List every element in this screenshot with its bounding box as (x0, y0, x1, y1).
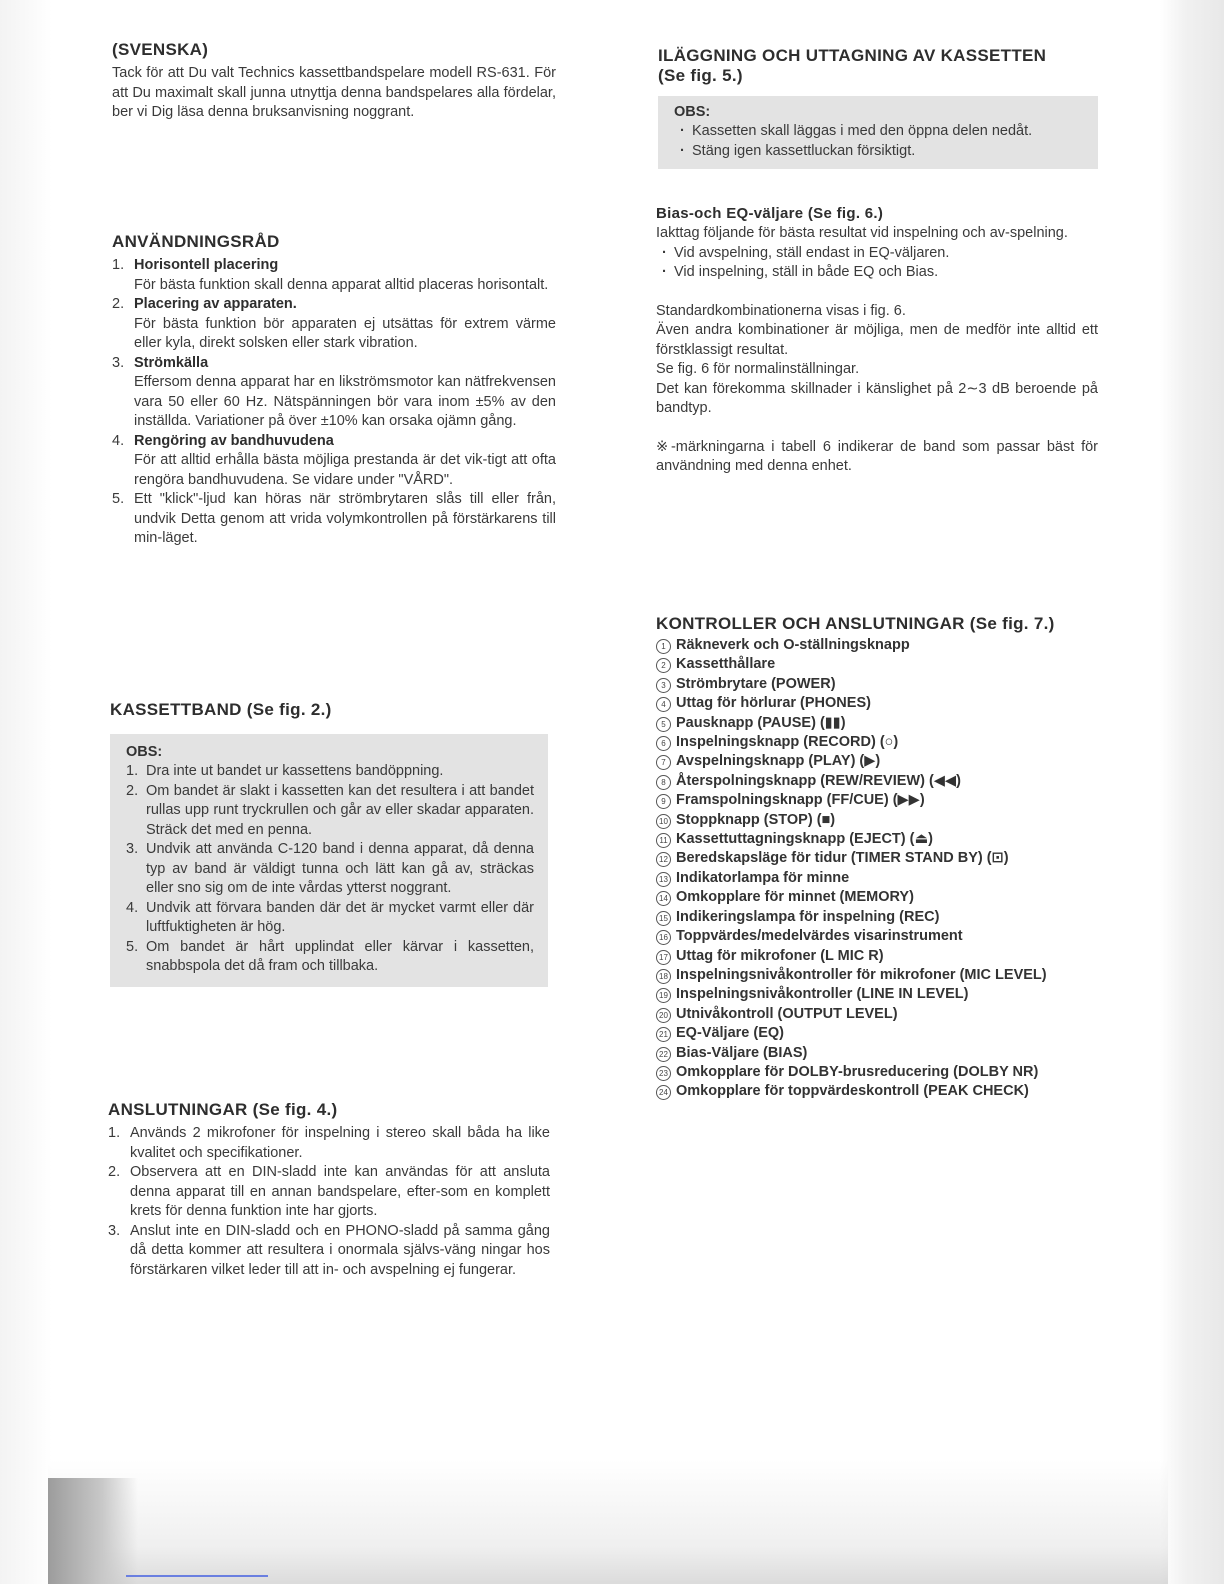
item-number: 5. (126, 938, 139, 955)
item-text: Toppvärdes/medelvärdes visarinstrument (676, 928, 963, 945)
item-title: Strömkälla (134, 354, 209, 371)
obs-title: OBS: (126, 744, 163, 760)
item-text: Framspolningsknapp (FF/CUE) (▶▶) (676, 792, 925, 809)
item-text: Används 2 mikrofoner för inspelning i stereo skall båda ha like kvalitet och specifikationer. (130, 1125, 550, 1161)
circled-number: 18 (656, 969, 671, 984)
circled-number: 8 (656, 775, 671, 790)
item-number: 4. (112, 432, 125, 449)
list-item (126, 938, 534, 977)
circled-number: 6 (656, 736, 671, 751)
list-item (656, 1082, 1100, 1101)
list-item (656, 636, 1100, 655)
item-text: Avspelningsknapp (PLAY) (▶) (676, 753, 881, 770)
circled-number: 4 (656, 697, 671, 712)
circled-number: 23 (656, 1066, 671, 1081)
item-text: Ett "klick"-ljud kan höras när strömbrytaren slås till eller från, undvik Detta genom att vrida volymkontrollen på förstärkarens till min-läget. (134, 491, 556, 546)
list-item (656, 655, 1100, 674)
bias-intro: Iakttag följande för bästa resultat vid inspelning och av-spelning. (656, 225, 1068, 241)
circled-number: 12 (656, 852, 671, 867)
list-item (656, 849, 1100, 868)
list-item (656, 791, 1100, 810)
bias-para3: Se fig. 6 för normalinställningar. (656, 361, 860, 377)
circled-number: 1 (656, 639, 671, 654)
item-number: 1. (108, 1125, 121, 1141)
list-item (112, 295, 556, 354)
item-text: Omkopplare för DOLBY-brusreducering (DOLBY NR) (676, 1063, 1039, 1080)
item-text: Inspelningsknapp (RECORD) (○) (676, 734, 899, 751)
item-number: 4. (126, 899, 139, 916)
insert-obs-list (674, 122, 1084, 161)
item-text: Undvik att använda C-120 band i denna apparat, då denna typ av band är väldigt tunna och lätt kan gå av, sträckas eller sno sig om de inte vårdas ytterst noggrant. (146, 841, 534, 896)
list-item (656, 966, 1100, 985)
item-text: Om bandet är hårt upplindat eller kärvar i kassetten, snabbspola det då fram och tillbaka. (146, 938, 534, 974)
bias-heading: Bias-och EQ-väljare (Se fig. 6.) (656, 205, 884, 222)
usage-section (112, 232, 556, 549)
intro-text: Tack för att Du valt Technics kassettbandspelare modell RS-631. För att Du maximalt skall junna utnyttja denna bandspelares alla fördelar, ber vi Dig läsa denna bruksanvisning noggrant. (112, 65, 556, 120)
tape-section (110, 700, 548, 987)
item-text: Effersom denna apparat har en likströmsmotor kan nätfrekvensen vara 50 eller 60 Hz. Nätspänningen bör vara inom ±5% av den inställda. Variationer på över ±10% kan orsaka ojämn gång. (134, 374, 556, 429)
circled-number: 11 (656, 833, 671, 848)
item-text: Kassettuttagningsknapp (EJECT) (⏏) (676, 831, 933, 848)
page-right-margin (1160, 0, 1224, 1584)
circled-number: 3 (656, 678, 671, 693)
list-item (656, 752, 1100, 771)
circled-number: 16 (656, 930, 671, 945)
bias-section (656, 205, 1098, 477)
insert-heading-line1: ILÄGGNING OCH UTTAGNING AV KASSETTEN (658, 46, 1047, 65)
controls-list (656, 636, 1100, 1102)
bias-bullets (656, 244, 1098, 283)
circled-number: 24 (656, 1085, 671, 1100)
list-item: · Vid inspelning, ställ in både EQ och Bias. (656, 263, 1098, 283)
circled-number: 22 (656, 1047, 671, 1062)
item-text: Dra inte ut bandet ur kassettens bandöppning. (146, 763, 444, 779)
list-item (656, 947, 1100, 966)
connections-list (108, 1124, 550, 1280)
list-item (656, 908, 1100, 927)
list-item: · Kassetten skall läggas i med den öppna delen nedåt. (674, 122, 1084, 142)
obs-title: OBS: (674, 104, 711, 120)
list-item (126, 762, 534, 782)
circled-number: 20 (656, 1008, 671, 1023)
circled-number: 10 (656, 814, 671, 829)
item-number: 5. (112, 491, 125, 507)
circled-number: 15 (656, 911, 671, 926)
item-text: EQ-Väljare (EQ) (676, 1025, 784, 1042)
item-number: 2. (108, 1164, 121, 1180)
bottom-link-underline (126, 1575, 268, 1577)
connections-section (108, 1100, 550, 1280)
item-number: 3. (108, 1222, 121, 1239)
item-text: Observera att en DIN-sladd inte kan användas för att ansluta denna apparat till en annan bandspelare, efter-som en komplett krets för denna funktion inte har gjorts. (130, 1164, 550, 1219)
item-text: Uttag för mikrofoner (L MIC R) (676, 947, 884, 964)
item-text: Anslut inte en DIN-sladd och en PHONO-sladd på samma gång då detta kommer att resultera i onormala självs-väng ningar hos förstärkaren vilket leder till att in- och avspelning ej fungerar. (130, 1222, 550, 1278)
usage-list (112, 256, 556, 549)
circled-number: 21 (656, 1027, 671, 1042)
list-item (126, 899, 534, 938)
list-item (656, 733, 1100, 752)
list-item (656, 1024, 1100, 1043)
list-item (108, 1124, 550, 1163)
list-item (656, 1005, 1100, 1024)
item-text: Omkopplare för minnet (MEMORY) (676, 889, 914, 906)
list-item (656, 869, 1100, 888)
insert-section (658, 46, 1098, 169)
circled-number: 7 (656, 755, 671, 770)
item-text: Utnivåkontroll (OUTPUT LEVEL) (676, 1005, 898, 1022)
list-item (656, 927, 1100, 946)
list-item (656, 675, 1100, 694)
list-item (656, 772, 1100, 791)
bias-para5: ※-märkningarna i tabell 6 indikerar de band som passar bäst för användning med denna enhet. (656, 438, 1098, 474)
list-item (112, 256, 556, 295)
item-text: Omkopplare för toppvärdeskontroll (PEAK CHECK) (676, 1083, 1029, 1100)
item-number: 2. (112, 296, 125, 312)
item-text: Indikatorlampa för minne (676, 869, 850, 886)
item-title: Horisontell placering (134, 257, 279, 273)
item-text: För bästa funktion bör apparaten ej utsättas för extrem värme eller kyla, direkt solsken eller stark vibration. (134, 315, 556, 351)
list-item (108, 1163, 550, 1222)
item-number: 1. (112, 257, 125, 273)
controls-section (656, 614, 1100, 1102)
circled-number: 14 (656, 891, 671, 906)
list-item (656, 1063, 1100, 1082)
scan-corner-shadow (48, 1478, 138, 1584)
insert-obs-box (658, 96, 1098, 169)
list-item (112, 432, 556, 491)
list-item (112, 354, 556, 432)
tape-heading: KASSETTBAND (Se fig. 2.) (110, 700, 332, 719)
list-item: · Stäng igen kassettluckan försiktigt. (674, 142, 1084, 162)
item-text: Räkneverk och O-ställningsknapp (676, 637, 910, 653)
tape-obs-box (110, 734, 548, 987)
connections-heading: ANSLUTNINGAR (Se fig. 4.) (108, 1100, 338, 1119)
list-item (656, 694, 1100, 713)
item-text: Kassetthållare (676, 656, 776, 673)
item-text: Bias-Väljare (BIAS) (676, 1044, 808, 1061)
intro-heading: (SVENSKA) (112, 40, 209, 59)
circled-number: 9 (656, 794, 671, 809)
list-item (656, 714, 1100, 733)
page-left-margin (0, 0, 52, 1584)
intro-section (112, 40, 556, 123)
controls-heading: KONTROLLER OCH ANSLUTNINGAR (Se fig. 7.) (656, 614, 1055, 633)
item-text: Återspolningsknapp (REW/REVIEW) (◀◀) (676, 772, 961, 789)
list-item (112, 490, 556, 549)
item-text: För bästa funktion skall denna apparat alltid placeras horisontalt. (134, 276, 549, 293)
usage-heading: ANVÄNDNINGSRÅD (112, 232, 280, 251)
bias-para2: Även andra kombinationer är möjliga, men de medför inte alltid ett förstklassigt resultat. (656, 322, 1098, 358)
item-text: För att alltid erhålla bästa möjliga prestanda är det vik-tigt att ofta rengöra bandhuvudena. Se vidare under "VÅRD". (134, 452, 556, 488)
item-text: Undvik att förvara banden där det är mycket varmt eller där luftfuktigheten är hög. (146, 899, 534, 935)
item-text: Uttag för hörlurar (PHONES) (676, 695, 871, 712)
bias-para1: Standardkombinationerna visas i fig. 6. (656, 302, 906, 319)
tape-obs-list (126, 762, 534, 977)
item-text: Strömbrytare (POWER) (676, 675, 836, 692)
circled-number: 5 (656, 717, 671, 732)
item-title: Placering av apparaten. (134, 296, 297, 312)
circled-number: 13 (656, 872, 671, 887)
bias-para4: Det kan förekomma skillnader i känslighet på 2∼3 dB beroende på bandtyp. (656, 380, 1098, 416)
item-number: 1. (126, 763, 139, 779)
item-text: Indikeringslampa för inspelning (REC) (676, 908, 940, 925)
insert-heading (658, 46, 1098, 86)
list-item (108, 1222, 550, 1281)
item-title: Rengöring av bandhuvudena (134, 432, 334, 449)
list-item (656, 888, 1100, 907)
list-item (126, 782, 534, 841)
item-number: 2. (126, 782, 139, 799)
list-item (656, 1044, 1100, 1063)
list-item (656, 811, 1100, 830)
item-number: 3. (112, 354, 125, 371)
item-text: Pausknapp (PAUSE) (▮▮) (676, 714, 846, 731)
item-text: Om bandet är slakt i kassetten kan det resultera i att bandet rullas upp runt tryckrullen och går av eller skadar apparaten. Sträck det med en penna. (146, 782, 534, 838)
circled-number: 2 (656, 658, 671, 673)
item-text: Beredskapsläge för tidur (TIMER STAND BY) (⊡) (676, 850, 1009, 867)
list-item (126, 840, 534, 899)
insert-heading-line2: (Se fig. 5.) (658, 66, 743, 85)
item-text: Stoppknapp (STOP) (■) (676, 811, 836, 828)
scan-shadow (48, 1460, 1168, 1584)
item-number: 3. (126, 841, 139, 857)
list-item: · Vid avspelning, ställ endast in EQ-väljaren. (656, 244, 1098, 264)
list-item (656, 985, 1100, 1004)
item-text: Inspelningsnivåkontroller för mikrofoner (MIC LEVEL) (676, 966, 1047, 983)
circled-number: 17 (656, 950, 671, 965)
list-item (656, 830, 1100, 849)
item-text: Inspelningsnivåkontroller (LINE IN LEVEL) (676, 986, 969, 1003)
circled-number: 19 (656, 988, 671, 1003)
